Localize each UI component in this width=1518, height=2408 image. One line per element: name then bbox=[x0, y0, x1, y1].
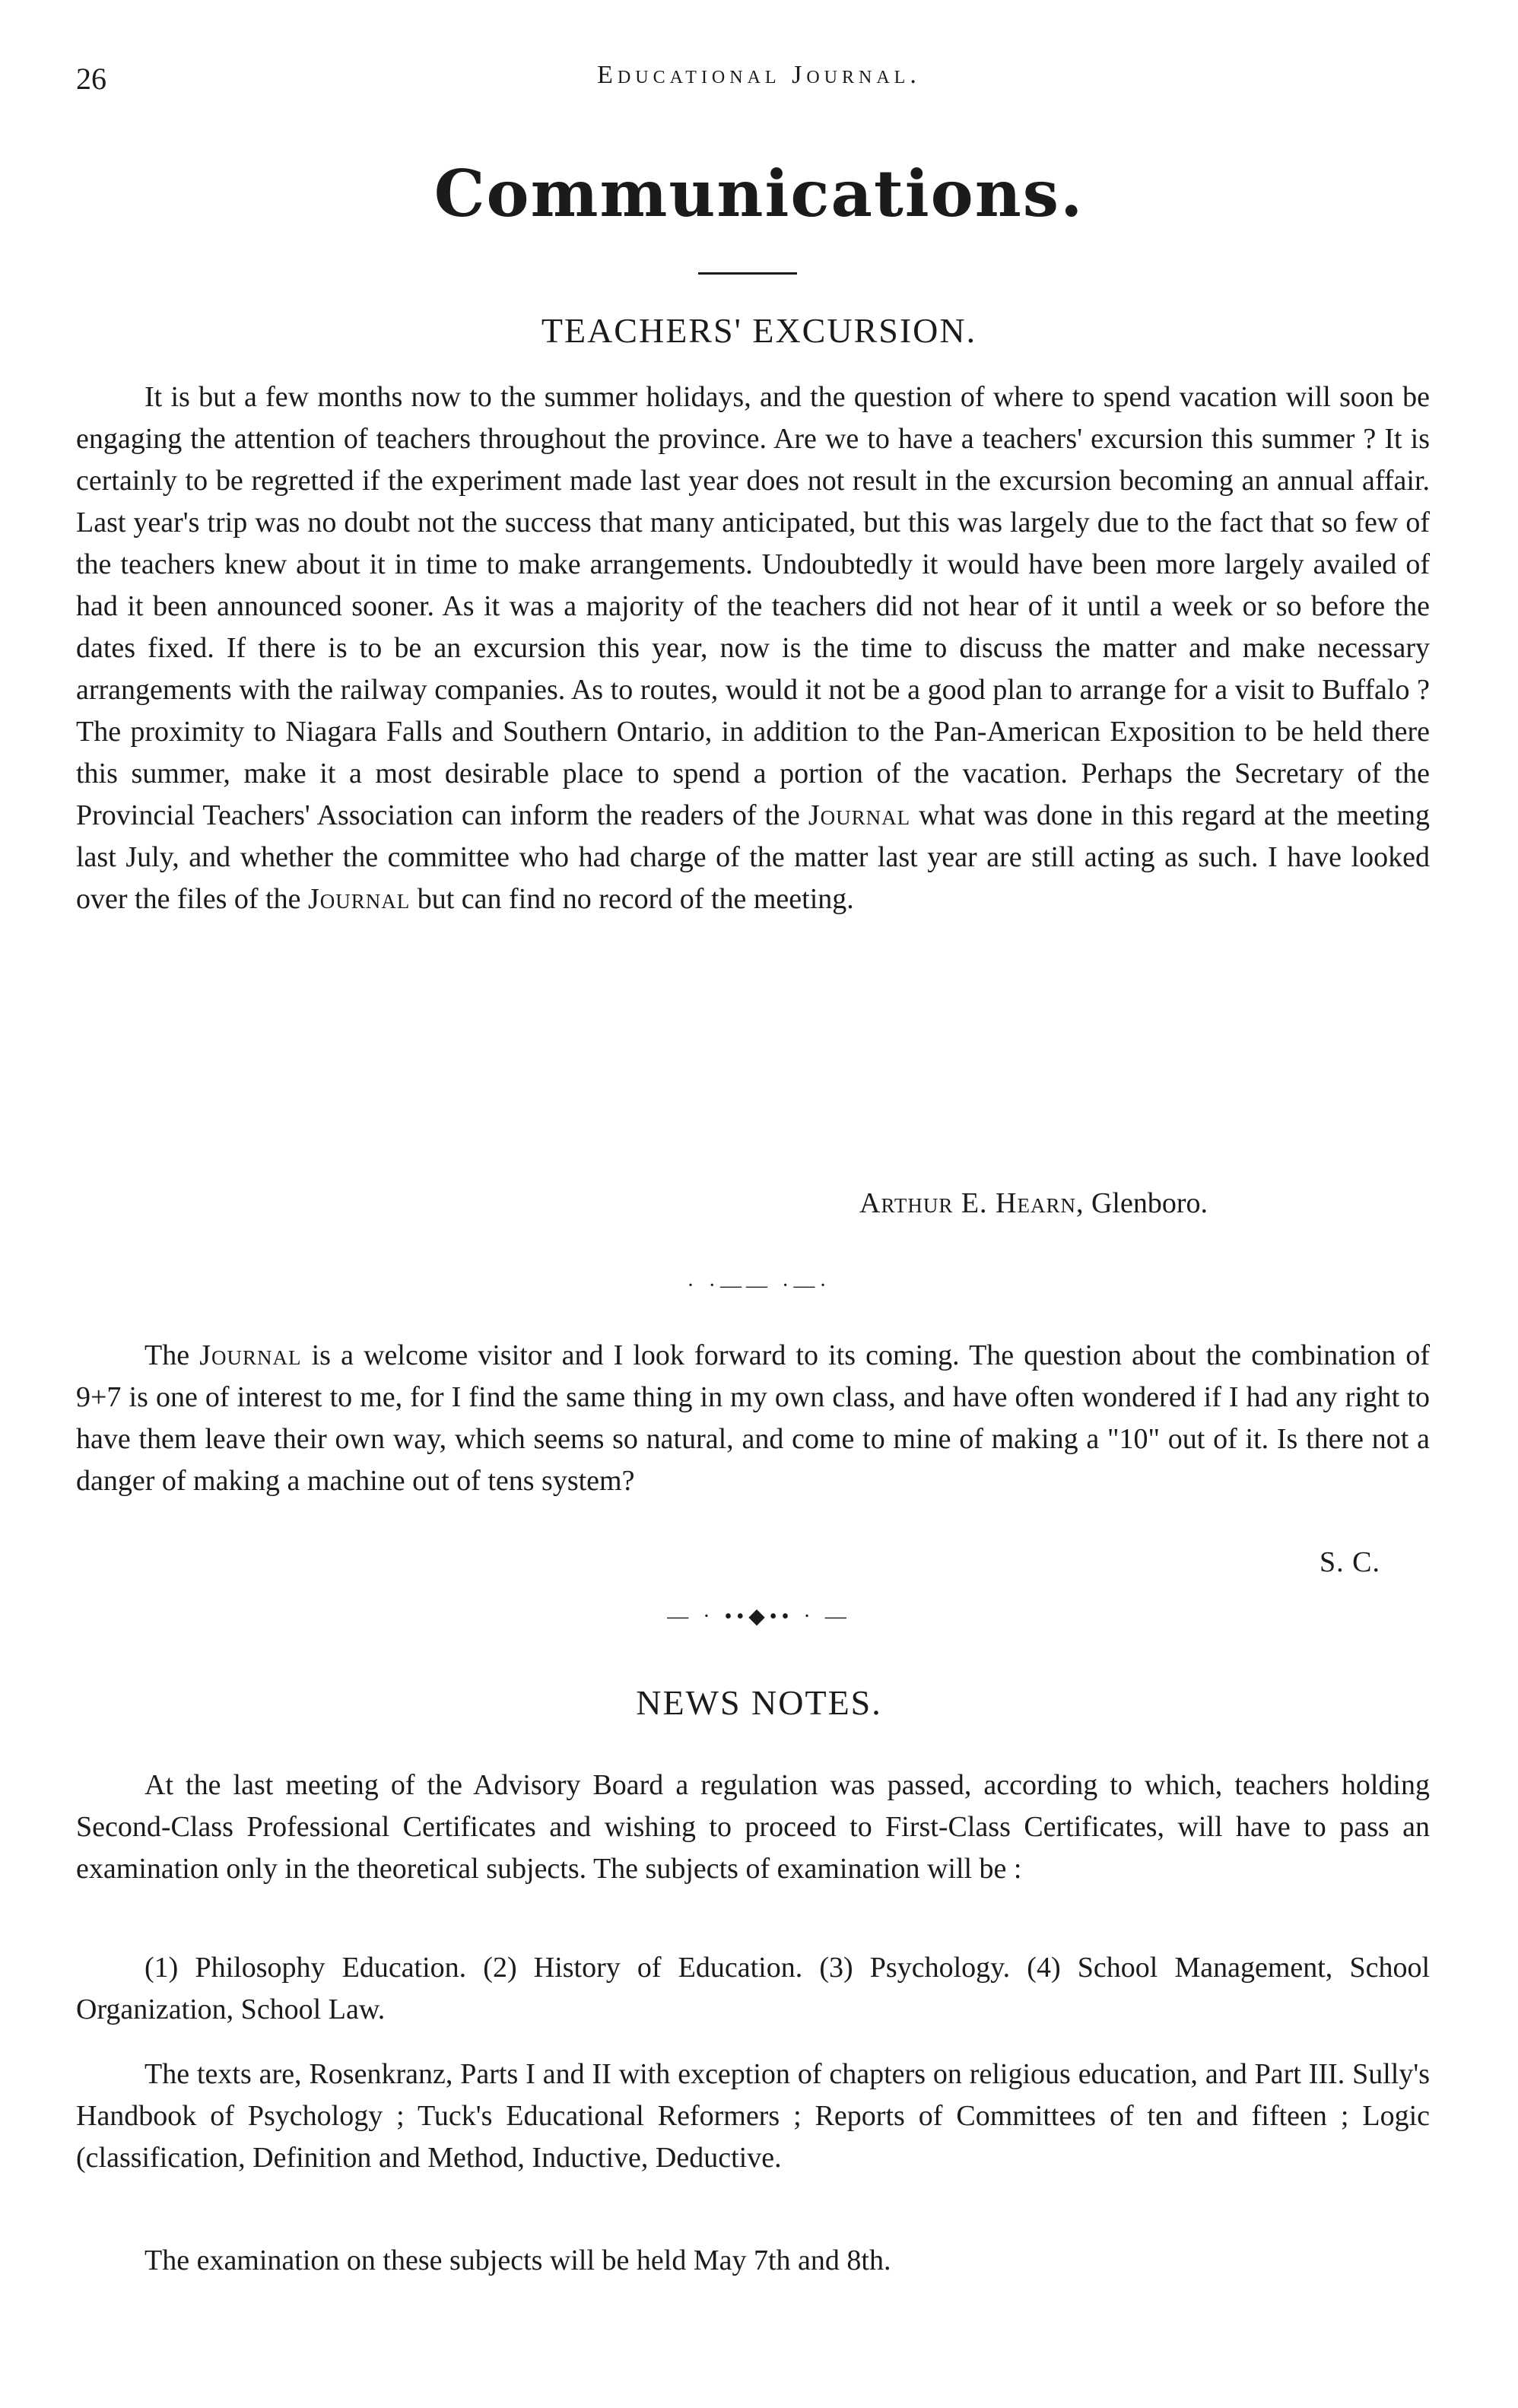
page-header bbox=[76, 61, 1442, 106]
separator-ornament: · ·—— ·—· bbox=[687, 1274, 831, 1298]
separator-ornament: — · ••◆•• · — bbox=[667, 1605, 851, 1628]
excursion-paragraph bbox=[76, 376, 1430, 920]
letter-paragraph bbox=[76, 1335, 1430, 1502]
excursion-text-middle: what was done in this regard at the meeting last July, and whether the committee who had charge of the matter last year are still acting as such. I have looked over the files of the bbox=[76, 799, 1430, 915]
excursion-text-start: It is but a few months now to the summer holidays, and the question of where to spend vacation will soon be engaging the attention of teachers throughout the province. Are we to have a teachers' excursion this summer ? It is certainly to be regretted if the experiment made last year does not result in the excursion becoming an annual affair. Last year's trip was no doubt not the success that many anticipated, but this was largely due to the fact that so few of the teachers knew about it in time to make arrangements. Undoubtedly it would have been more largely availed of had it been announced sooner. As it was a majority of the teachers did not hear of it until a week or so before the dates fixed. If there is to be an excursion this year, now is the time to discuss the matter and make necessary arrangements with the railway companies. As to routes, would it not be a good plan to arrange for a visit to Buffalo ? The proximity to Niagara Falls and Southern Ontario, in addition to the Pan-American Exposition to be held there this summer, make it a most desirable place to spend a portion of the vacation. Perhaps the Secretary of the Provincial Teachers' Association can inform the readers of the bbox=[76, 381, 1430, 831]
signature-name: Arthur E. Hearn, bbox=[859, 1187, 1085, 1219]
letter-signature: S. C. bbox=[1320, 1546, 1380, 1578]
page-number: 26 bbox=[76, 62, 106, 96]
journal-reference: Journal bbox=[307, 883, 411, 915]
running-head: Educational Journal. bbox=[597, 61, 921, 89]
news-paragraph: The texts are, Rosenkranz, Parts I and II with exception of chapters on religious education, and Part III. Sully's Handbook of Psychology ; Tuck's Educational Reformers ; Reports of Committees of ten and fifteen ; Logic (classification, Definition and Method, Inductive, Deductive. bbox=[76, 2058, 1430, 2174]
journal-reference: Journal bbox=[199, 1339, 302, 1371]
excursion-heading: TEACHERS' EXCURSION. bbox=[541, 311, 977, 350]
letter-text-rest: is a welcome visitor and I look forward to its coming. The question about the combination of 9+7 is one of interest to me, for I find the same thing in my own class, and have often wondered if I had any right to have them leave their own way, which seems so natural, and come to mine of making a "10" out of it. Is there not a danger of making a machine out of tens system? bbox=[76, 1339, 1430, 1497]
news-paragraph: (1) Philosophy Education. (2) History of Education. (3) Psychology. (4) School Management, School Organization, School Law. bbox=[76, 1952, 1430, 2025]
news-heading: NEWS NOTES. bbox=[636, 1683, 882, 1722]
excursion-signature bbox=[859, 1187, 1208, 1220]
excursion-text-end: but can find no record of the meeting. bbox=[410, 883, 854, 915]
title-rule bbox=[698, 272, 797, 275]
journal-reference: Journal bbox=[808, 799, 911, 831]
letter-text-start: The bbox=[144, 1339, 200, 1371]
news-paragraph: At the last meeting of the Advisory Board a regulation was passed, according to which, teachers holding Second-Class Professional Certificates and wishing to proceed to First-Class Certificates, will have to pass an examination only in the theoretical subjects. The subjects of examination will be : bbox=[76, 1769, 1430, 1885]
news-paragraph: The examination on these subjects will be held May 7th and 8th. bbox=[144, 2244, 891, 2276]
signature-place: Glenboro. bbox=[1084, 1187, 1208, 1219]
section-title: Communications. bbox=[433, 156, 1085, 231]
